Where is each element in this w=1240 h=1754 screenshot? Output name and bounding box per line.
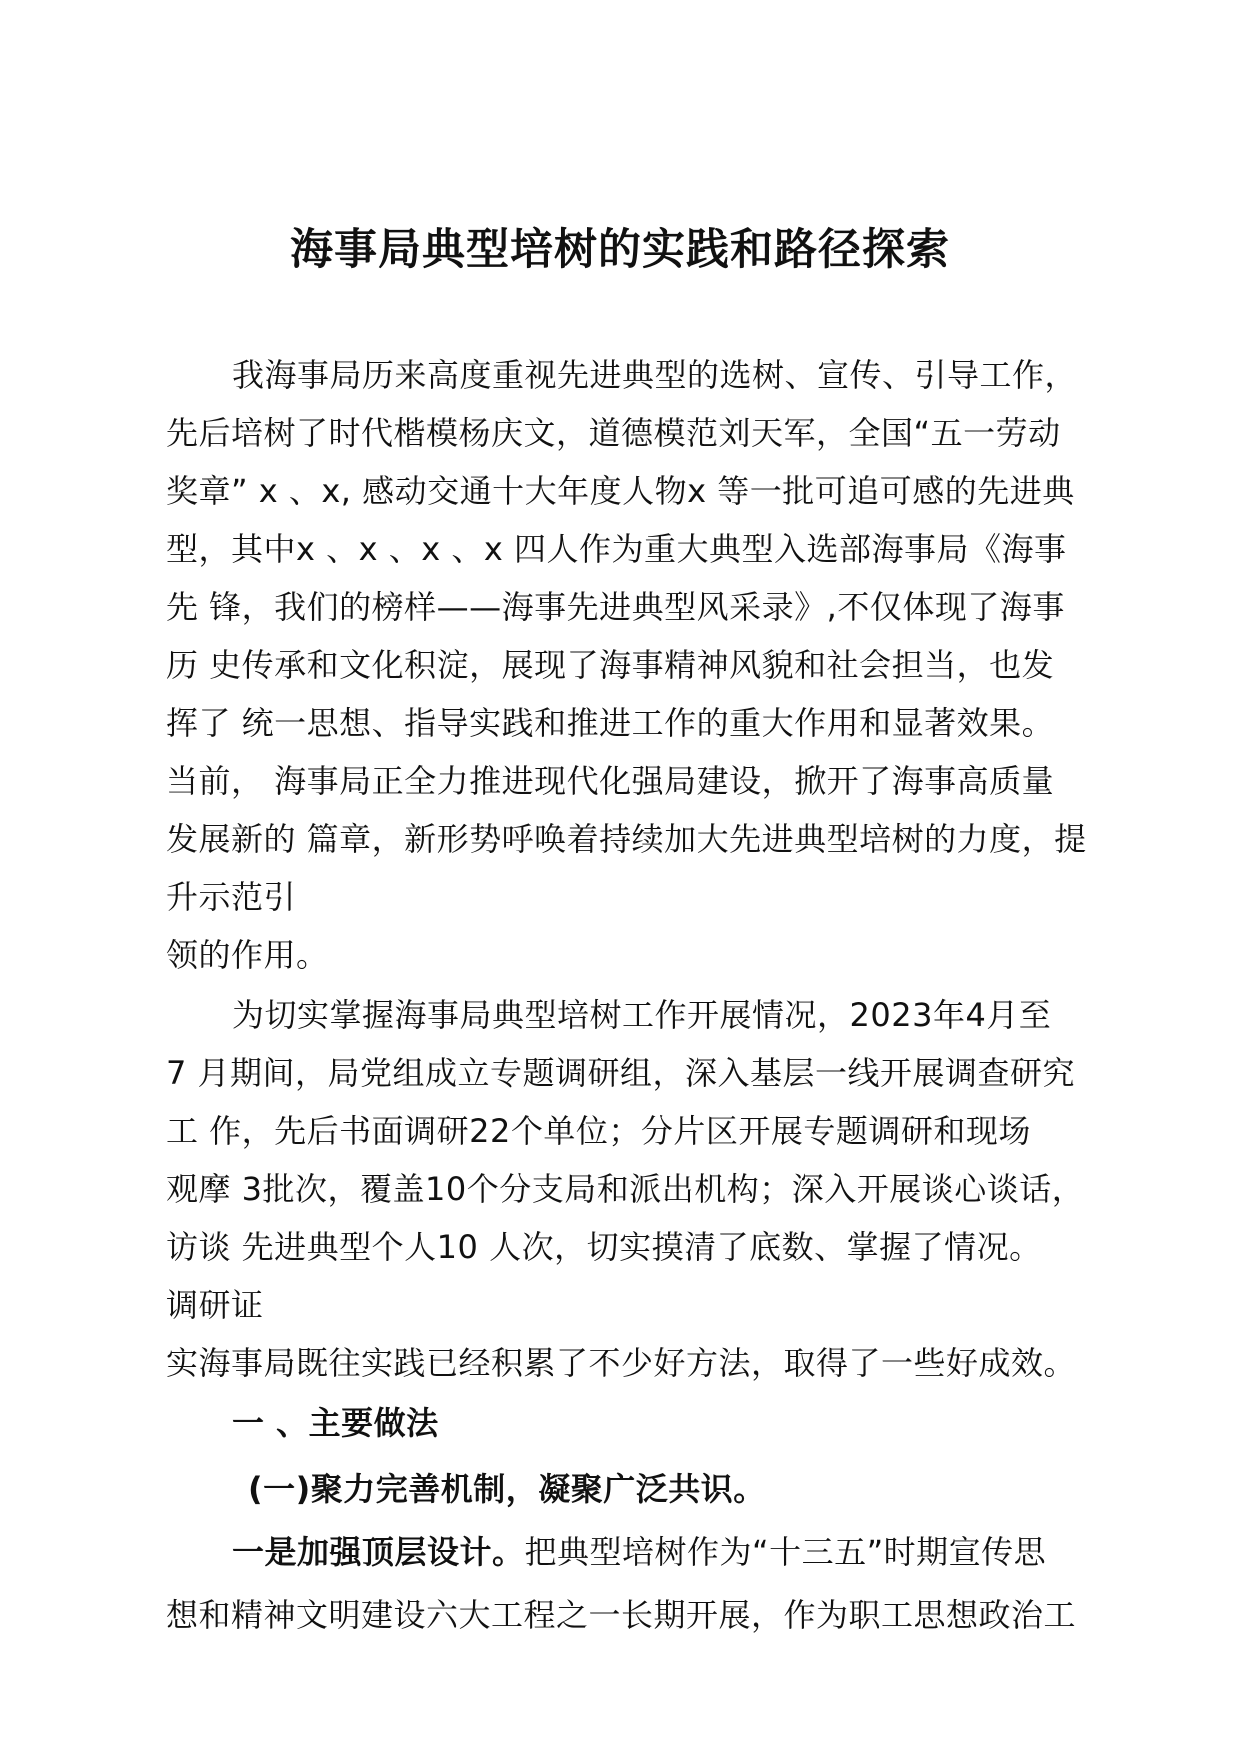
paragraph-1-line-3: 奖章” x 、x, 感动交通十大年度人物x 等一批可追可感的先进典 bbox=[166, 472, 1075, 510]
paragraph-1-line-1: 我海事局历来高度重视先进典型的选树、宣传、引导工作， bbox=[232, 356, 1078, 394]
document-title: 海事局典型培树的实践和路径探索 bbox=[290, 225, 950, 275]
paragraph-2-line-5: 访谈 先进典型个人10 人次，切实摸清了底数、掌握了情况。 bbox=[166, 1228, 1042, 1266]
paragraph-1-line-10: 升示范引 bbox=[166, 878, 297, 916]
paragraph-2-line-1: 为切实掌握海事局典型培树工作开展情况，2023年4月至 bbox=[232, 996, 1052, 1034]
paragraph-2-line-2: 7 月期间，局党组成立专题调研组，深入基层一线开展调查研究 bbox=[166, 1054, 1076, 1092]
paragraph-3-line-2: 想和精神文明建设六大工程之一长期开展，作为职工思想政治工 bbox=[166, 1596, 1077, 1634]
paragraph-1-line-8: 当前， 海事局正全力推进现代化强局建设，掀开了海事高质量 bbox=[166, 762, 1055, 800]
paragraph-1-line-2: 先后培树了时代楷模杨庆文，道德模范刘天军，全国“五一劳动 bbox=[166, 414, 1061, 452]
paragraph-1-line-6: 历 史传承和文化积淀，展现了海事精神风貌和社会担当，也发 bbox=[166, 646, 1055, 684]
paragraph-3-lead: 一是加强顶层设计。 bbox=[232, 1533, 525, 1571]
paragraph-1-line-9: 发展新的 篇章，新形势呼唤着持续加大先进典型培树的力度，提 bbox=[166, 820, 1087, 858]
paragraph-2-line-4: 观摩 3批次，覆盖10个分支局和派出机构；深入开展谈心谈话， bbox=[166, 1170, 1085, 1208]
paragraph-1-line-11: 领的作用。 bbox=[166, 936, 329, 974]
paragraph-2-line-7: 实海事局既往实践已经积累了不少好方法，取得了一些好成效。 bbox=[166, 1344, 1077, 1382]
paragraph-3-text: 把典型培树作为“十三五”时期宣传思 bbox=[524, 1533, 1047, 1571]
paragraph-1-line-7: 挥了 统一思想、指导实践和推进工作的重大作用和显著效果。 bbox=[166, 704, 1055, 742]
paragraph-2-line-6: 调研证 bbox=[166, 1286, 264, 1324]
paragraph-2-line-3: 工 作，先后书面调研22个单位；分片区开展专题调研和现场 bbox=[166, 1112, 1031, 1150]
paragraph-3-line-1 bbox=[232, 1530, 1046, 1574]
paragraph-1-line-5: 先 锋，我们的榜样——海事先进典型风采录》,不仅体现了海事 bbox=[166, 588, 1065, 626]
subsection-heading: (一)聚力完善机制，凝聚广泛共识。 bbox=[248, 1470, 766, 1508]
paragraph-1-line-4: 型，其中x 、x 、x 、x 四人作为重大典型入选部海事局《海事 bbox=[166, 530, 1067, 568]
section-heading: 一 、主要做法 bbox=[232, 1404, 439, 1442]
